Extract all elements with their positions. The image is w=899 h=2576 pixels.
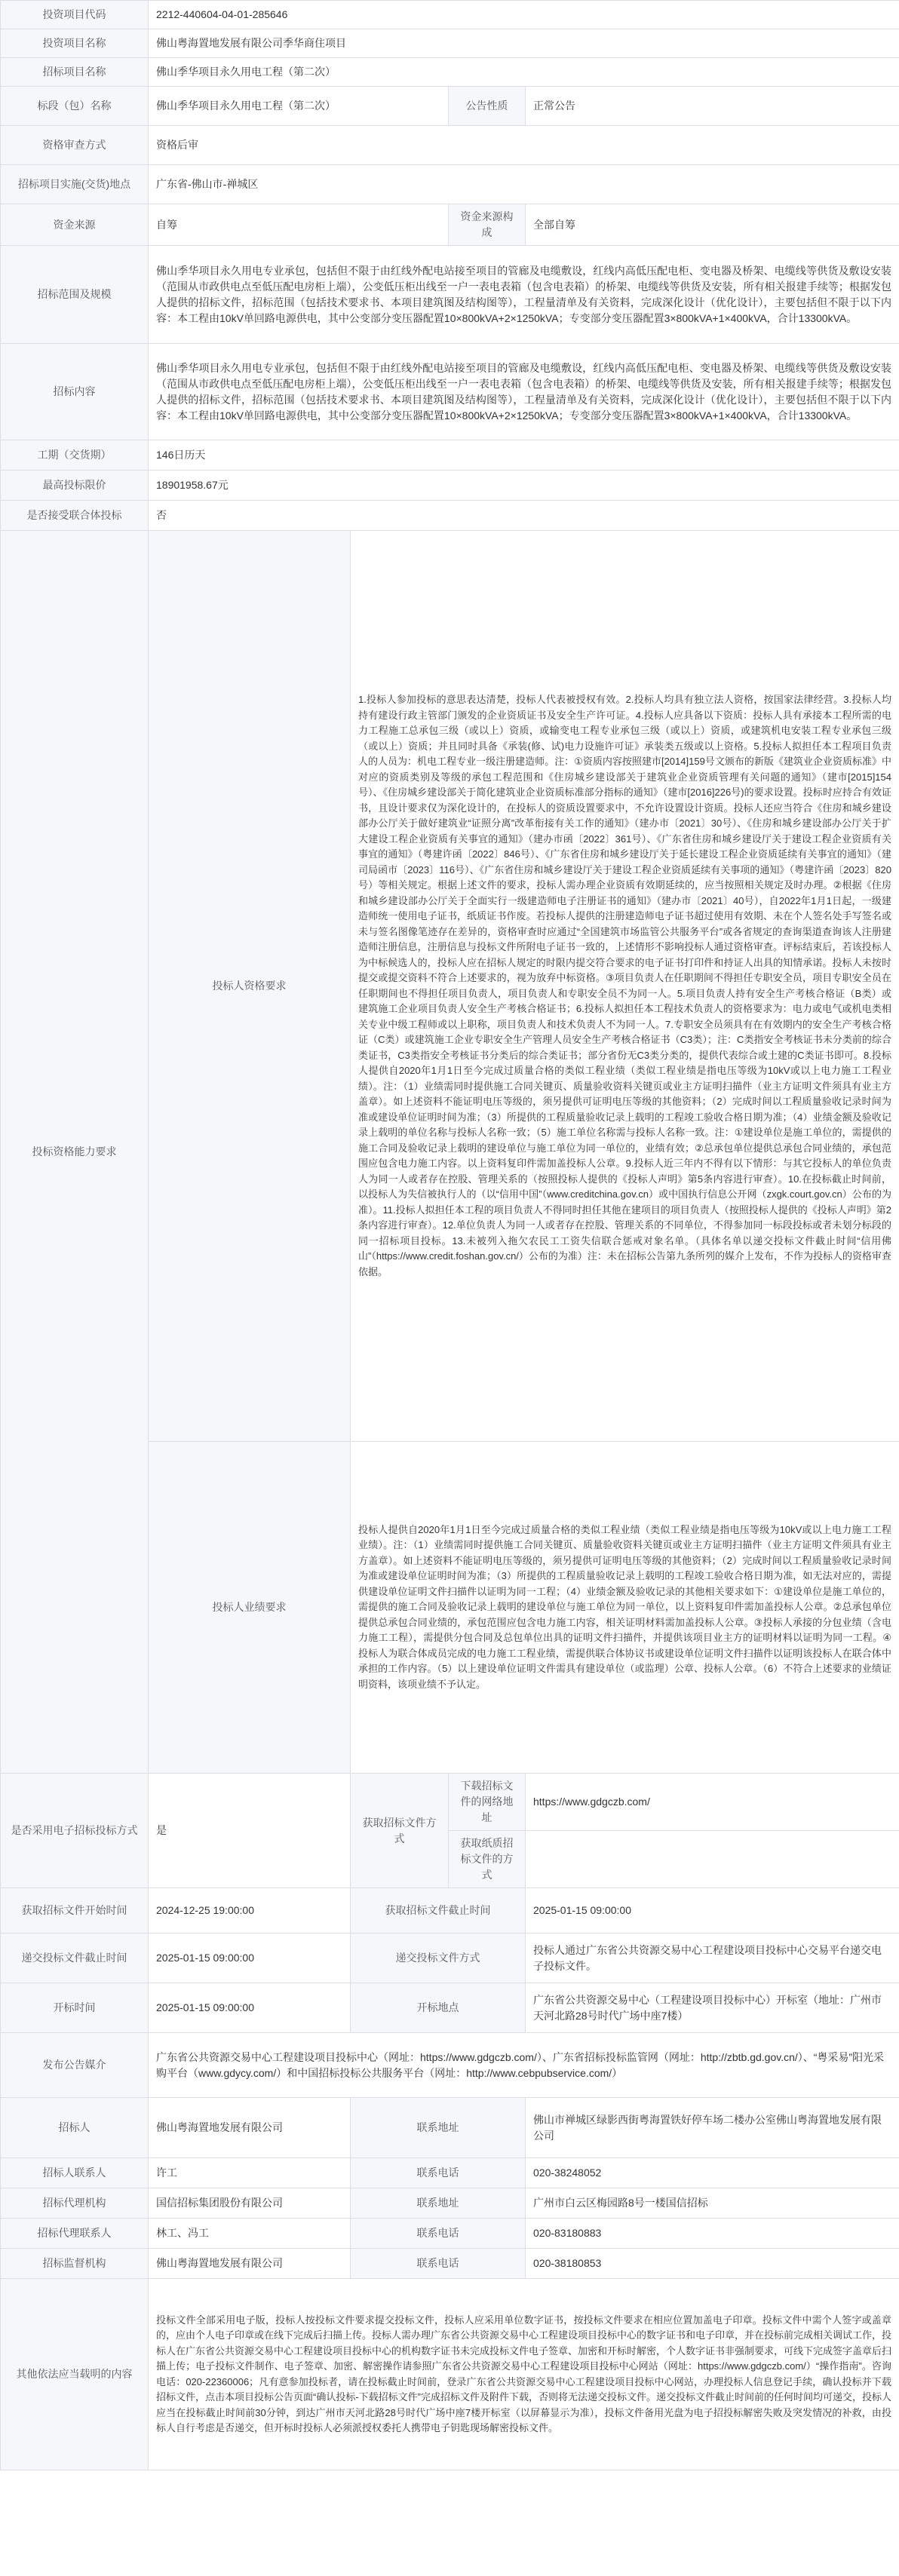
download-url-label: 下载招标文件的网络地址 [449,1774,526,1831]
row-tenderer [1,2098,899,2158]
project-name-label: 投资项目名称 [1,29,149,58]
agency-address-label: 联系地址 [351,2188,526,2219]
tenderer-value: 佛山粤海置地发展有限公司 [149,2098,351,2158]
tenderer-address-value: 佛山市禅城区绿影西街粤海置铁好停车场二楼办公室佛山粤海置地发展有限公司 [526,2098,899,2158]
notice-nature-value: 正常公告 [526,87,899,126]
section-name-label: 标段（包）名称 [1,87,149,126]
max-price-value: 18901958.67元 [149,471,899,501]
personnel-req-value: 投标人提供自2020年1月1日至今完成过质量合格的类似工程业绩（类似工程业绩是指电压等级为10kV或以上电力施工工程业绩）。注：（1）业绩需同时提供施工合同关键页、质量验收资料关键页或业主方证明扫描件（业主方证明文件须具有业主方盖章）。如上述资料不能证明电压等级的，须另提供可证明电压等级的其他资料；（2）完成时间以工程质量验收记录时间为准或建设单位证明时间为准；（3）所提供的工程质量验收记录上载明的工程竣工验收合格日期为准，如无法对应的，需提供建设单位证明文件扫描件以证明为同一工程；（4）业绩金额及验收记录的其他相关要求如下：①建设单位是施工单位的，需提供的施工合同及验收记录上载明的建设单位与施工单位为同一单位，以上资料复印件需加盖投标人公章。②总承包单位提供总承包合同业绩的，承包范围应包含电力施工内容，相关证明材料需加盖投标人公章。③投标人承接的分包业绩（含电力施工工程），需提供分包合同及总包单位出具的证明文件扫描件，并提供该项目业主方的证明材料以证明为同一工程。④投标人为联合体成员完成的电力施工工程业绩，需提供联合体协议书或建设单位证明文件扫描件以证明该投标人在联合体中承担的工作内容。（5）以上建设单位证明文件需具有建设单位（或监理）公章、投标人公章。（6）不符合上述要求的业绩证明资料，该项业绩不予认定。 [351,1442,899,1774]
obtain-end-value: 2025-01-15 09:00:00 [526,1888,899,1934]
scope-label: 招标范围及规模 [1,246,149,344]
agency-tel-value: 020-83180883 [526,2219,899,2249]
agency-label: 招标代理机构 [1,2188,149,2219]
project-code-value: 2212-440604-04-01-285646 [149,1,899,29]
row-content [1,344,899,440]
obtain-method-label: 获取招标文件方式 [351,1774,449,1888]
submit-method-value: 投标人通过广东省公共资源交易中心工程建设项目投标中心交易平台递交电子投标文件。 [526,1934,899,1983]
location-value: 广东省-佛山市-禅城区 [149,165,899,204]
row-max-price [1,471,899,501]
row-fund [1,204,899,246]
qualification-label: 资格审查方式 [1,126,149,165]
row-media [1,2033,899,2098]
electronic-label: 是否采用电子招标投标方式 [1,1774,149,1888]
tenderer-contact-value: 许工 [149,2158,351,2188]
other-label: 其他依法应当载明的内容 [1,2279,149,2470]
open-time-value: 2025-01-15 09:00:00 [149,1983,351,2033]
paper-method-value [526,1831,899,1888]
row-qualification [1,126,899,165]
obtain-start-label: 获取招标文件开始时间 [1,1888,149,1934]
max-price-label: 最高投标限价 [1,471,149,501]
obtain-start-value: 2024-12-25 19:00:00 [149,1888,351,1934]
download-url-value[interactable]: https://www.gdgczb.com/ [526,1774,899,1831]
row-agency-contact [1,2219,899,2249]
row-consortium [1,501,899,531]
row-supervision [1,2249,899,2279]
tenderer-tel-value: 020-38248052 [526,2158,899,2188]
row-agency [1,2188,899,2219]
electronic-value: 是 [149,1774,351,1888]
agency-contact-value: 林工、冯工 [149,2219,351,2249]
content-label: 招标内容 [1,344,149,440]
row-obtain-time [1,1888,899,1934]
content-value: 佛山季华项目永久用电专业承包，包括但不限于由红线外配电站接至项目的管廊及电缆敷设，红线内高低压配电柜、变电器及桥架、电缆线等供货及敷设安装（范围从市政供电点至低压配电房柜上端），公变低压柜出线至一户一表电表箱（包含电表箱）的桥架、电缆线等供货及安装，所有相关报建手续等；根据发包人提供的招标文件，招标范围（包括技术要求书、本项目建筑图及结构图等），工程量清单及有关资料，完成深化设计（优化设计），主要包括但不限于以下内容：本工程由10kV单回路电源供电，其中公变部分变压器配置10×800kVA+2×1250kVA；专变部分变压器配置3×800kVA+1×400kVA，合计13300kVA。 [149,344,899,440]
agency-contact-label: 招标代理联系人 [1,2219,149,2249]
scope-value: 佛山季华项目永久用电专业承包，包括但不限于由红线外配电站接至项目的管廊及电缆敷设，红线内高低压配电柜、变电器及桥架、电缆线等供货及敷设安装（范围从市政供电点至低压配电房柜上端），公变低压柜出线至一户一表电表箱（包含电表箱）的桥架、电缆线等供货及安装，所有相关报建手续等；根据发包人提供的招标文件，招标范围（包括技术要求书、本项目建筑图及结构图等），工程量清单及有关资料，完成深化设计（优化设计），主要包括但不限于以下内容：本工程由10kV单回路电源供电，其中公变部分变压器配置10×800kVA+2×1250kVA；专变部分变压器配置3×800kVA+1×400kVA，合计13300kVA。 [149,246,899,344]
tenderer-address-label: 联系地址 [351,2098,526,2158]
personnel-req-label: 投标人业绩要求 [149,1442,351,1774]
tenderer-contact-label: 招标人联系人 [1,2158,149,2188]
supervision-value: 佛山粤海置地发展有限公司 [149,2249,351,2279]
project-code-label: 投资项目代码 [1,1,149,29]
bidder-req-value: 1.投标人参加投标的意思表达清楚，投标人代表被授权有效。2.投标人均具有独立法人资格，按国家法律经营。3.投标人均持有建设行政主管部门颁发的企业资质证书及安全生产许可证。4.投标人应具备以下资质：投标人具有承接本工程所需的电力工程施工总承包三级（或以上）资质，或输变电工程专业承包三级（或以上）资质，或建筑机电安装工程专业承包三级（或以上）资质；并且同时具备《承装(修、试)电力设施许可证》承装类五级或以上资格。5.投标人拟担任本工程项目负责人的人员为：机电工程专业一级注册建造师。注：①资质内容按照建市[2014]159号文颁布的新版《建筑业企业资质标准》中对应的资质类别及等级的承包工程范围和《住房城乡建设部关于建筑业企业资质管理有关问题的通知》（建市[2015]154号）、《住房城乡建设部关于简化建筑业企业资质标准部分指标的通知》（建市[2016]226号)的要求设置。投标时应持合有效证书，且设计要求仅为深化设计的，在投标人的资质设置要求中，不允许设置设计资质。投标人还应当符合《住房和城乡建设部办公厅关于做好建筑业“证照分离”改革衔接有关工作的通知》（建办市〔2021〕30号）、《住房和城乡建设部办公厅关于扩大建设工程企业资质有关事宜的通知》（建办市函〔2022〕361号）、《广东省住房和城乡建设厅关于建设工程企业资质有关事宜的通知》（粤建许函〔2022〕846号）、《广东省住房和城乡建设厅关于延长建设工程企业资质延续有关事宜的通知》（建司局函市〔2023〕116号）、《广东省住房和城乡建设厅关于建设工程企业资质延续有关事项的通知》（粤建许函〔2023〕820号）等相关规定。根据上述文件的要求，投标人需办理企业资质有效期延续的，应当按照相关规定及时办理。②根据《住房和城乡建设部办公厅关于全面实行一级建造师电子注册证书的通知》（建办市〔2021〕40号），自2022年1月1日起，一级建造师统一使用电子证书，纸质证书作废。若投标人提供的注册建造师电子证书超过使用有效期、未在个人签名处手写签名或未与签名图像笔迹存在差异的，资格审查时应通过“全国建筑市场监管公共服务平台”或各省规定的查询渠道查询该人注册建造师注册信息，注册信息与投标文件所附电子证书一致的，上述情形不影响投标人通过资格审查。评标结束后，若该投标人为中标候选人的，投标人应在招标人规定的时限内提交符合要求的电子证书打印件和持证人出具的知情承诺。投标人未按时提交或提交资料不符合上述要求的，视为放弃中标资格。③项目负责人在任职期间不得担任专职安全员，项目专职安全员在任职期间也不得担任项目负责人，项目负责人和专职安全员不为同一人。5.项目负责人持有安全生产考核合格证（B类）或建筑施工企业项目负责人安全生产考核合格证书；6.投标人拟担任本工程技术负责人的资格要求为：电力或电气或机电类相关专业中级工程师或以上职称，项目负责人和技术负责人不为同一人。7.专职安全员须具有在有效期内的安全生产考核合格证（C类）或建筑施工企业专职安全生产管理人员安全生产考核合格证书（C3类）；注：C类指安全考核证书未分类前的综合类证书，C3类指安全考核证书分类后的综合类证书；部分省份无C3类分类的，提供代表综合或土建的C类证书即可。8.投标人提供自2020年1月1日至今完成过质量合格的类似工程业绩（类似工程业绩是指电压等级为10kV或以上电力施工工程业绩）。注：（1）业绩需同时提供施工合同关键页、质量验收资料关键页或业主方证明扫描件（业主方证明文件须具有业主方盖章）。如上述资料不能证明电压等级的，须另提供可证明电压等级的其他资料；（2）完成时间以工程质量验收记录时间为准或建设单位证明时间为准；（3）所提供的工程质量验收记录上载明的工程竣工验收合格日期为准；（4）业绩金额及验收记录上载明的单位名称与投标人名称一致；（5）施工单位名称需与投标人名称一致。注：①建设单位是施工单位的，需提供的施工合同及验收记录上载明的建设单位与施工单位为同一单位的，业绩有效；②总承包单位提供总承包合同业绩的，承包范围应包含电力施工内容。以上资料复印件需加盖投标人公章。9.投标人近三年内不得有以下情形：与其它投标人的单位负责人为同一人或者存在控股、管理关系的（按照投标人提供的《投标人声明》第5条内容进行审查）。10.在投标截止时间前，以投标人为失信被执行人的（以“信用中国”（www.creditchina.gov.cn）或中国执行信息公开网（zxgk.court.gov.cn）公布的为准）。11.投标人拟担任本工程的项目负责人不得同时担任其他在建项目的项目负责人（按照投标人提供的《投标人声明》第2条内容进行审查）。12.单位负责人为同一人或者存在控股、管理关系的不同单位，不得参加同一标段投标或者未划分标段的同一招标项目投标。13.未被列入拖欠农民工工资失信联合惩戒对象名单。（具体名单以递交投标文件截止时间“信用佛山”（https://www.credit.foshan.gov.cn/）公布的为准）注：未在招标公告第九条所列的媒介上发布，不作为投标人的资格审查依据。 [351,531,899,1442]
bidder-req-label: 投标人资格要求 [149,531,351,1442]
media-value: 广东省公共资源交易中心工程建设项目投标中心（网址：https://www.gdgczb.com/）、广东省招标投标监管网（网址：http://zbtb.gd.gov.cn/）、“粤采易”阳光采购平台（www.gdycy.com/）和中国招标投标公共服务平台（网址：http://www.cebpubservice.com/） [149,2033,899,2098]
notice-nature-label: 公告性质 [449,87,526,126]
fund-value: 自筹 [149,204,449,246]
row-duration [1,440,899,471]
paper-method-label: 获取纸质招标文件的方式 [449,1831,526,1888]
fund-label: 资金来源 [1,204,149,246]
duration-value: 146日历天 [149,440,899,471]
row-scope [1,246,899,344]
row-electronic-1 [1,1774,899,1831]
bid-capability-label: 投标资格能力要求 [1,531,149,1774]
consortium-label: 是否接受联合体投标 [1,501,149,531]
consortium-value: 否 [149,501,899,531]
fund-composition-label: 资金来源构成 [449,204,526,246]
obtain-end-label: 获取招标文件截止时间 [351,1888,526,1934]
row-open-time [1,1983,899,2033]
row-submit-time [1,1934,899,1983]
submit-deadline-value: 2025-01-15 09:00:00 [149,1934,351,1983]
supervision-label: 招标监督机构 [1,2249,149,2279]
submit-deadline-label: 递交投标文件截止时间 [1,1934,149,1983]
row-bid-project [1,58,899,87]
other-value: 投标文件全部采用电子版，投标人按投标文件要求提交投标文件，投标人应采用单位数字证书，按投标文件要求在相应位置加盖电子印章。投标文件中需个人签字或盖章的，应由个人电子印章或在线下完成后扫描上传。投标人需办理广东省公共资源交易中心工程建设项目投标中心的数字证书和电子印章，并在投标前完成相关调试工作，投标人在广东省公共资源交易中心工程建设项目投标中心的机构数字证书未完成投标文件电子签章、加密和开标时解密，个人数字证书非强制要求，可线下完成签字盖章后扫描上传；电子投标文件制作、电子签章、加密、解密操作请参照广东省公共资源交易中心工程建设项目投标中心网站（网址：https://www.gdgczb.com/）“操作指南”。咨询电话：020-22360006；凡有意参加投标者，请在投标截止时间前，登录广东省公共资源交易中心工程建设项目投标中心网站，办理投标人信息登记手续，确认投标并下载招标文件，点击本项目投标公告页面“确认投标-下载招标文件”完成招标文件及附件下载，否则将无法递交投标文件。递交投标文件截止时间前的任何时间均可递交，投标人应当在投标截止时间前30分钟，到达广州市天河北路28号时代广场中座7楼开标室（以屏幕显示为准），投标文件备用光盘为电子招投标解密失败及突发情况的补救，由投标人自行考虑是否递交，但开标时投标人必须派授权委托人携带电子钥匙现场解密投标文件。 [149,2279,899,2470]
row-project-name [1,29,899,58]
supervision-tel-label: 联系电话 [351,2249,526,2279]
agency-value: 国信招标集团股份有限公司 [149,2188,351,2219]
bid-project-value: 佛山季华项目永久用电工程（第二次） [149,58,899,87]
fund-composition-value: 全部自筹 [526,204,899,246]
bid-project-label: 招标项目名称 [1,58,149,87]
open-time-label: 开标时间 [1,1983,149,2033]
supervision-tel-value: 020-38180853 [526,2249,899,2279]
duration-label: 工期（交货期） [1,440,149,471]
tenderer-label: 招标人 [1,2098,149,2158]
tenderer-tel-label: 联系电话 [351,2158,526,2188]
section-name-value: 佛山季华项目永久用电工程（第二次） [149,87,449,126]
row-location [1,165,899,204]
row-other [1,2279,899,2470]
row-tenderer-contact [1,2158,899,2188]
row-section-name [1,87,899,126]
qualification-value: 资格后审 [149,126,899,165]
media-label: 发布公告媒介 [1,2033,149,2098]
row-project-code [1,1,899,29]
agency-address-value: 广州市白云区梅园路8号一楼国信招标 [526,2188,899,2219]
agency-tel-label: 联系电话 [351,2219,526,2249]
row-bidder-requirements [1,531,899,1442]
submit-method-label: 递交投标文件方式 [351,1934,526,1983]
open-place-label: 开标地点 [351,1983,526,2033]
location-label: 招标项目实施(交货)地点 [1,165,149,204]
open-place-value: 广东省公共资源交易中心（工程建设项目投标中心）开标室（地址：广州市天河北路28号时代广场中座7楼） [526,1983,899,2033]
project-name-value: 佛山粤海置地发展有限公司季华商住项目 [149,29,899,58]
